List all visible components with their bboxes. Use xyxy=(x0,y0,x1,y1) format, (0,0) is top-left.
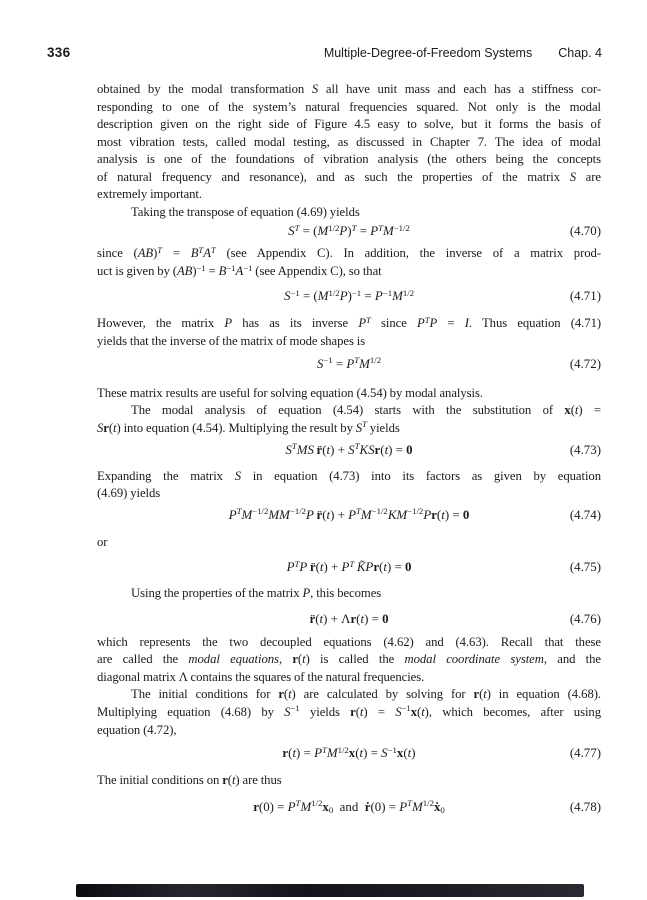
text-line: The initial conditions on r(t) are thus xyxy=(97,773,282,787)
text-line: However, the matrix P has as its inverse $P^T$ since $P^TP = I$. Thus equation (4.71) xyxy=(97,315,601,330)
page-number: 336 xyxy=(47,45,71,60)
running-head xyxy=(324,46,602,60)
paragraph xyxy=(97,686,601,739)
equation-number: (4.74) xyxy=(569,507,601,522)
equation-math: $S^T = (M^{1/2}P)^T = P^TM^{-1/2}$ xyxy=(288,222,410,238)
paragraph xyxy=(97,204,601,222)
paragraph xyxy=(97,534,601,552)
text-line: or xyxy=(97,534,108,549)
page-header xyxy=(47,45,602,61)
chapter-label: Chap. 4 xyxy=(558,46,602,60)
paragraph xyxy=(97,585,601,603)
text-line: (4.69) yields xyxy=(97,486,161,500)
text-line: The modal analysis of equation (4.54) starts with the substitution of x(t) = xyxy=(131,403,601,417)
text-line: are called the modal equations, r(t) is called the modal coordinate system, and the xyxy=(97,652,601,666)
page-bottom-scan-shadow xyxy=(76,884,584,897)
text-line: of natural frequency and resonance), and as such the properties of the matrix S are xyxy=(97,169,601,184)
equation-number: (4.73) xyxy=(569,442,601,457)
equation-math: $S^TMS$ r̈(t) + $S^TKSr(t) = 0$ xyxy=(285,441,413,457)
text-line: yields that the inverse of the matrix of mode shapes is xyxy=(97,334,366,348)
text-line: analysis is one of the foundations of vibration analysis (the others being the concepts xyxy=(97,152,601,166)
equation-number: (4.76) xyxy=(569,611,601,626)
text-line: equation (4.72), xyxy=(97,722,177,737)
paragraph xyxy=(97,772,601,790)
text-line: The initial conditions for r(t) are calculated by solving for r(t) in equation (4.68). xyxy=(131,687,601,701)
equation-row xyxy=(97,354,601,374)
running-title: Multiple-Degree-of-Freedom Systems xyxy=(323,46,533,60)
text-line: Taking the transpose of equation (4.69) yields xyxy=(131,204,360,219)
equation-number: (4.75) xyxy=(569,560,601,574)
text-line: description given on the right side of Figure 4.5 easy to solve, but it forms the basis of xyxy=(97,117,601,131)
paragraph xyxy=(97,385,601,438)
equation-math: r̈(t) + Λr(t) = 0 xyxy=(309,611,389,626)
paragraph xyxy=(97,315,601,351)
equation-math: $r(0) = P^TM^{1/2}x0$ and ṙ(0) = $P^TM^{1/2}ẋ0$ xyxy=(253,798,445,815)
text-line: Multiplying equation (4.68) by $S^{-1}$ yields $r(t) = S^{-1}x(t)$, which becomes, after using xyxy=(97,703,601,719)
text-line: most vibration tests, called modal testing, as discussed in Chapter 7. The idea of modal xyxy=(97,134,601,149)
equation-row xyxy=(97,557,601,577)
paragraph xyxy=(97,81,601,204)
equation-number: (4.78) xyxy=(569,799,601,814)
equation-math: $S^{-1} = (M^{1/2}P)^{-1} = P^{-1}M^{1/2}$ xyxy=(283,287,415,303)
text-line: These matrix results are useful for solving equation (4.54) by modal analysis. xyxy=(97,385,483,400)
text-line: diagonal matrix Λ contains the squares of the natural frequencies. xyxy=(97,669,425,684)
equation-number: (4.77) xyxy=(569,746,601,760)
equation-row xyxy=(97,797,601,817)
text-line: obtained by the modal transformation S all have unit mass and each has a stiffness cor- xyxy=(97,82,601,96)
equation-row xyxy=(97,505,601,525)
text-line: Expanding the matrix S in equation (4.73) into its factors as given by equation xyxy=(97,468,601,483)
text-line: since $(AB)^T = B^TA^T$ (see Appendix C). In addition, the inverse of a matrix prod- xyxy=(97,245,601,260)
text-line: uct is given by $(AB)^{-1} = B^{-1}A^{-1}$ (see Appendix C), so that xyxy=(97,263,382,278)
text-line: extremely important. xyxy=(97,187,203,201)
equation-number: (4.70) xyxy=(569,224,601,238)
equation-row xyxy=(97,609,601,629)
page-body xyxy=(97,81,601,817)
equation-number: (4.72) xyxy=(569,356,601,371)
paragraph xyxy=(97,634,601,687)
paragraph xyxy=(97,468,601,503)
equation-math: $S^{-1} = P^TM^{1/2}$ xyxy=(316,355,382,371)
equation-math: $r(t) = P^TM^{1/2}x(t) = S^{-1}x(t)$ xyxy=(282,744,416,760)
equation-row xyxy=(97,221,601,241)
equation-math: $P^TM^{-1/2}MM^{-1/2}P$ r̈(t) + $P^TM^{-1/2}KM^{-1/2}Pr(t) = 0$ xyxy=(228,506,470,522)
text-line: responding to one of the system’s natural frequencies squared. Not only is the modal xyxy=(97,99,601,114)
equation-row xyxy=(97,743,601,763)
equation-row xyxy=(97,286,601,306)
text-line: which represents the two decoupled equations (4.62) and (4.63). Recall that these xyxy=(97,634,601,649)
paragraph xyxy=(97,245,601,281)
text-line: Sr(t) into equation (4.54). Multiplying the result by $S^T$ yields xyxy=(97,419,400,435)
equation-math: $P^TP$ r̈(t) + $P^T$ K̃Pr(t) = 0 xyxy=(286,558,412,574)
equation-number: (4.71) xyxy=(569,289,601,303)
text-line: Using the properties of the matrix P, this becomes xyxy=(131,586,382,600)
equation-row xyxy=(97,440,601,460)
